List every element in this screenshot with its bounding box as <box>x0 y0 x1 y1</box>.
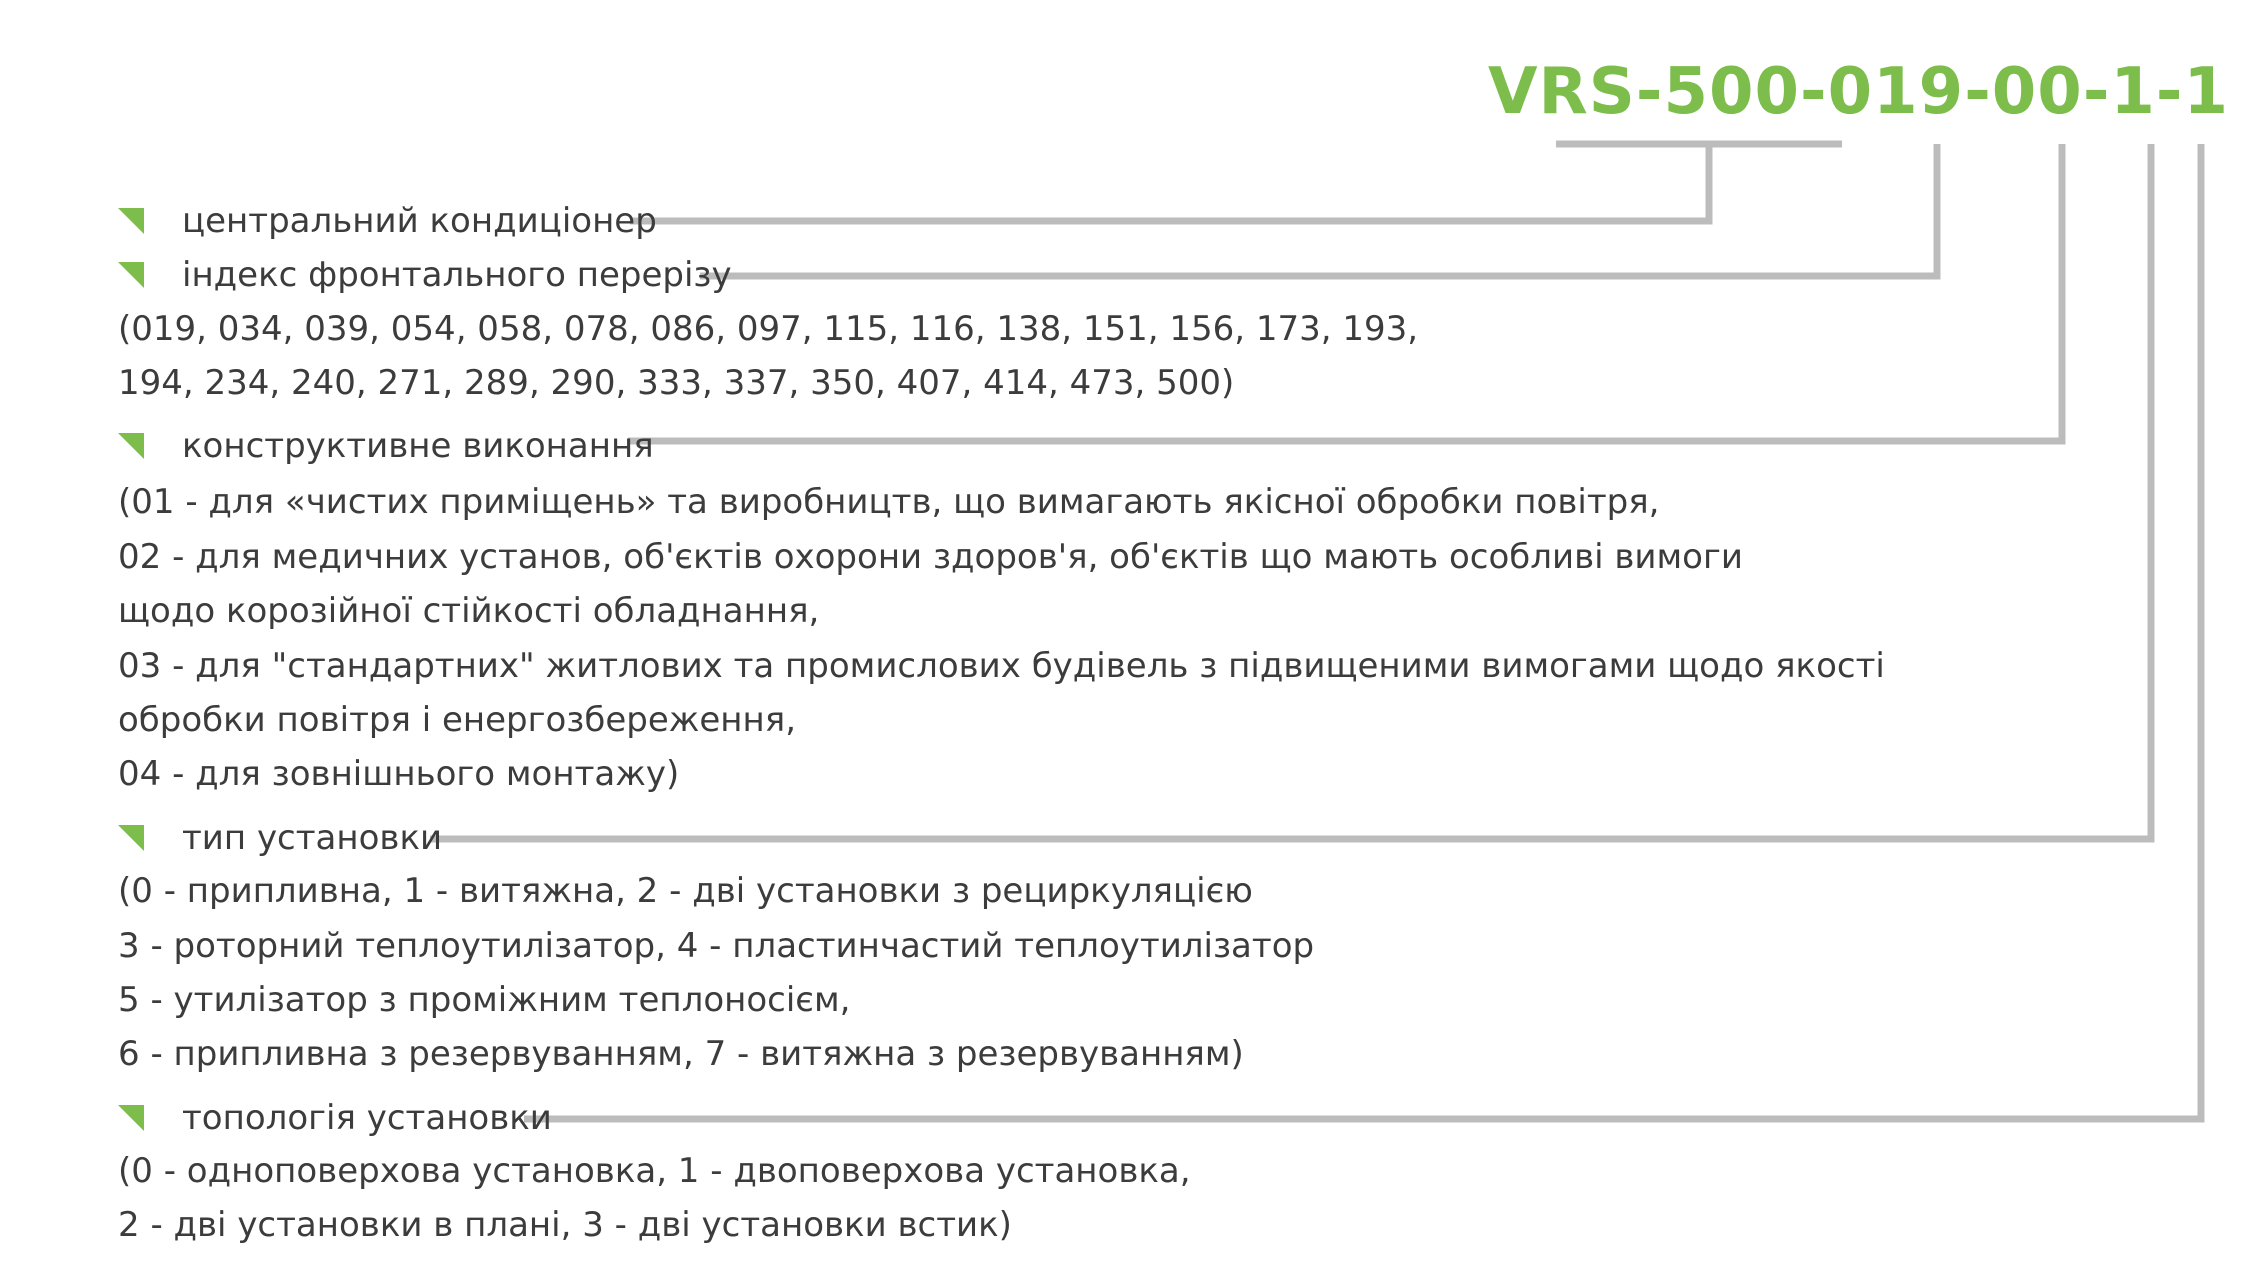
connector-topology <box>524 144 2201 1119</box>
field-note: обробки повітря і енергозбереження, <box>118 700 797 740</box>
field-note: 03 - для "стандартних" житлових та промислових будівель з підвищеними вимогами щодо якості <box>118 646 1885 686</box>
field-central-ac <box>118 201 657 241</box>
bracket-vrs <box>630 144 1842 221</box>
green-triangle-bullet-icon <box>118 262 144 288</box>
field-label: центральний кондиціонер <box>182 201 657 241</box>
green-triangle-bullet-icon <box>118 433 144 459</box>
field-note: 3 - роторний теплоутилізатор, 4 - пластинчастий теплоутилізатор <box>118 926 1315 966</box>
field-design <box>118 426 654 466</box>
field-topology <box>118 1098 552 1138</box>
field-note: 04 - для зовнішнього монтажу) <box>118 754 680 794</box>
field-note: 6 - припливна з резервуванням, 7 - витяжна з резервуванням) <box>118 1034 1244 1074</box>
field-note: 194, 234, 240, 271, 289, 290, 333, 337, 350, 407, 414, 473, 500) <box>118 363 1235 403</box>
field-note: (0 - припливна, 1 - витяжна, 2 - дві установки з рециркуляцією <box>118 871 1253 911</box>
field-label: конструктивне виконання <box>182 426 654 466</box>
field-label: топологія установки <box>182 1098 552 1138</box>
green-triangle-bullet-icon <box>118 208 144 234</box>
field-note: 5 - утилізатор з проміжним теплоносієм, <box>118 980 851 1020</box>
field-label: тип установки <box>182 818 443 858</box>
connector-section <box>700 144 1937 276</box>
field-label: індекс фронтального перерізу <box>182 255 732 295</box>
field-note: щодо корозійної стійкості обладнання, <box>118 591 820 631</box>
field-note: 02 - для медичних установ, об'єктів охорони здоров'я, об'єктів що мають особливі вимоги <box>118 537 1743 577</box>
field-unit-type <box>118 818 442 858</box>
green-triangle-bullet-icon <box>118 825 144 851</box>
product-code: VRS-500-019-00-1-1 <box>1487 55 2229 129</box>
field-note: (01 - для «чистих приміщень» та виробництв, що вимагають якісної обробки повітря, <box>118 482 1660 522</box>
field-note: (019, 034, 039, 054, 058, 078, 086, 097, 115, 116, 138, 151, 156, 173, 193, <box>118 309 1419 349</box>
field-note: 2 - дві установки в плані, 3 - дві установки встик) <box>118 1205 1012 1245</box>
field-note: (0 - одноповерхова установка, 1 - двоповерхова установка, <box>118 1151 1191 1191</box>
green-triangle-bullet-icon <box>118 1105 144 1131</box>
field-section-index <box>118 255 732 295</box>
